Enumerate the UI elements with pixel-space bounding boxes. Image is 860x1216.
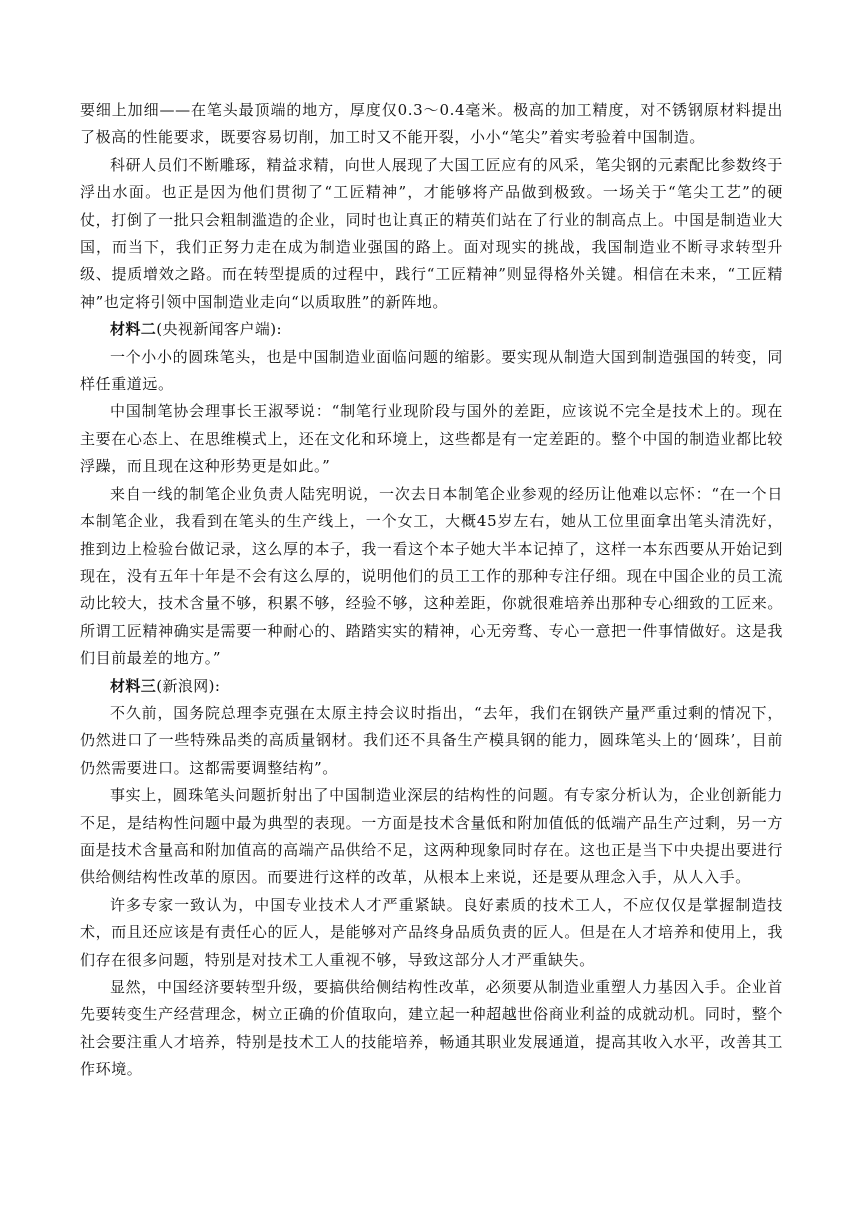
paragraph-continuation: 要细上加细——在笔头最顶端的地方，厚度仅0.3～0.4毫米。极高的加工精度，对不锈钢原材料提出了极高的性能要求，既要容易切削，加工时又不能开裂，小小“笔尖”着实考验着中国制造。 — [80, 101, 783, 147]
material-three-source: (新浪网): — [156, 676, 221, 695]
paragraph-craftsman-spirit: 科研人员们不断雕琢，精益求精，向世人展现了大国工匠应有的风采，笔尖钢的元素配比参数终于浮出水面。也正是因为他们贯彻了“工匠精神”，才能够将产品做到极致。一场关于“笔尖工艺”的硬仗，打倒了一批只会粗制滥造的企业，同时也让真正的精英们站在了行业的制高点上。中国是制造业大国，而当下，我们正努力走在成为制造业强国的路上。面对现实的挑战，我国制造业不断寻求转型升级、提质增效之路。而在转型提质的过程中，践行“工匠精神”则显得格外关键。相信在未来，“工匠精神”也定将引领中国制造业走向“以质取胜”的新阵地。 — [80, 155, 783, 311]
material-three-label: 材料三 — [110, 676, 157, 695]
material-two-source: (央视新闻客户端): — [156, 320, 282, 339]
paragraph-ballpoint-tip: 一个小小的圆珠笔头，也是中国制造业面临问题的缩影。要实现从制造大国到制造强国的转变，同样任重道远。 — [80, 347, 783, 394]
material-three-heading — [80, 673, 783, 700]
document-page — [80, 97, 783, 1084]
paragraph-transformation: 显然，中国经济要转型升级，要搞供给侧结构性改革，必须要从制造业重塑人力基因入手。企业首先要转变生产经营理念，树立正确的价值取向，建立起一种超越世俗商业利益的成就动机。同时，整个社会要注重人才培养，特别是技术工人的技能培养，畅通其职业发展通道，提高其收入水平，改善其工作环境。 — [80, 978, 783, 1079]
paragraph-lu-xianming-quote: 来自一线的制笔企业负责人陆宪明说，一次去日本制笔企业参观的经历让他难以忘怀：“在一个日本制笔企业，我看到在笔头的生产线上，一个女工，大概45岁左右，她从工位里面拿出笔头清洗好，推到边上检验台做记录，这么厚的本子，我一看这个本子她大半本记掉了，这样一本东西要从开始记到现在，没有五年十年是不会有这么厚的，说明他们的员工工作的那种专注仔细。现在中国企业的员工流动比较大，技术含量不够，积累不够，经验不够，这种差距，你就很难培养出那种专心细致的工匠来。所谓工匠精神确实是需要一种耐心的、踏踏实实的精神，心无旁骛、专心一意把一件事情做好。这是我们目前最差的地方。” — [80, 484, 783, 668]
paragraph-li-keqiang-remarks: 不久前，国务院总理李克强在太原主持会议时指出，“去年，我们在钢铁产量严重过剩的情况下，仍然进口了一些特殊品类的高质量钢材。我们还不具备生产模具钢的能力，圆珠笔头上的‘圆珠’，目前仍然需要进口。这都需要调整结构”。 — [80, 703, 783, 777]
paragraph-talent-shortage: 许多专家一致认为，中国专业技术人才严重紧缺。良好素质的技术工人，不应仅仅是掌握制造技术，而且还应该是有责任心的匠人，是能够对产品终身品质负责的匠人。但是在人才培养和使用上，我们存在很多问题，特别是对技术工人重视不够，导致这部分人才严重缺失。 — [80, 895, 783, 969]
paragraph-wang-shuqin-quote: 中国制笔协会理事长王淑琴说：“制笔行业现阶段与国外的差距，应该说不完全是技术上的。现在主要在心态上、在思维模式上，还在文化和环境上，这些都是有一定差距的。整个中国的制造业都比较浮躁，而且现在这种形势更是如此。” — [80, 402, 783, 476]
material-two-label: 材料二 — [110, 320, 157, 339]
paragraph-structural-problems: 事实上，圆珠笔头问题折射出了中国制造业深层的结构性的问题。有专家分析认为，企业创新能力不足，是结构性问题中最为典型的表现。一方面是技术含量低和附加值低的低端产品生产过剩，另一方面是技术含量高和附加值高的高端产品供给不足，这两种现象同时存在。这也正是当下中央提出要进行供给侧结构性改革的原因。而要进行这样的改革，从根本上来说，还是要从理念入手，从人入手。 — [80, 786, 783, 887]
material-two-heading — [80, 316, 783, 343]
